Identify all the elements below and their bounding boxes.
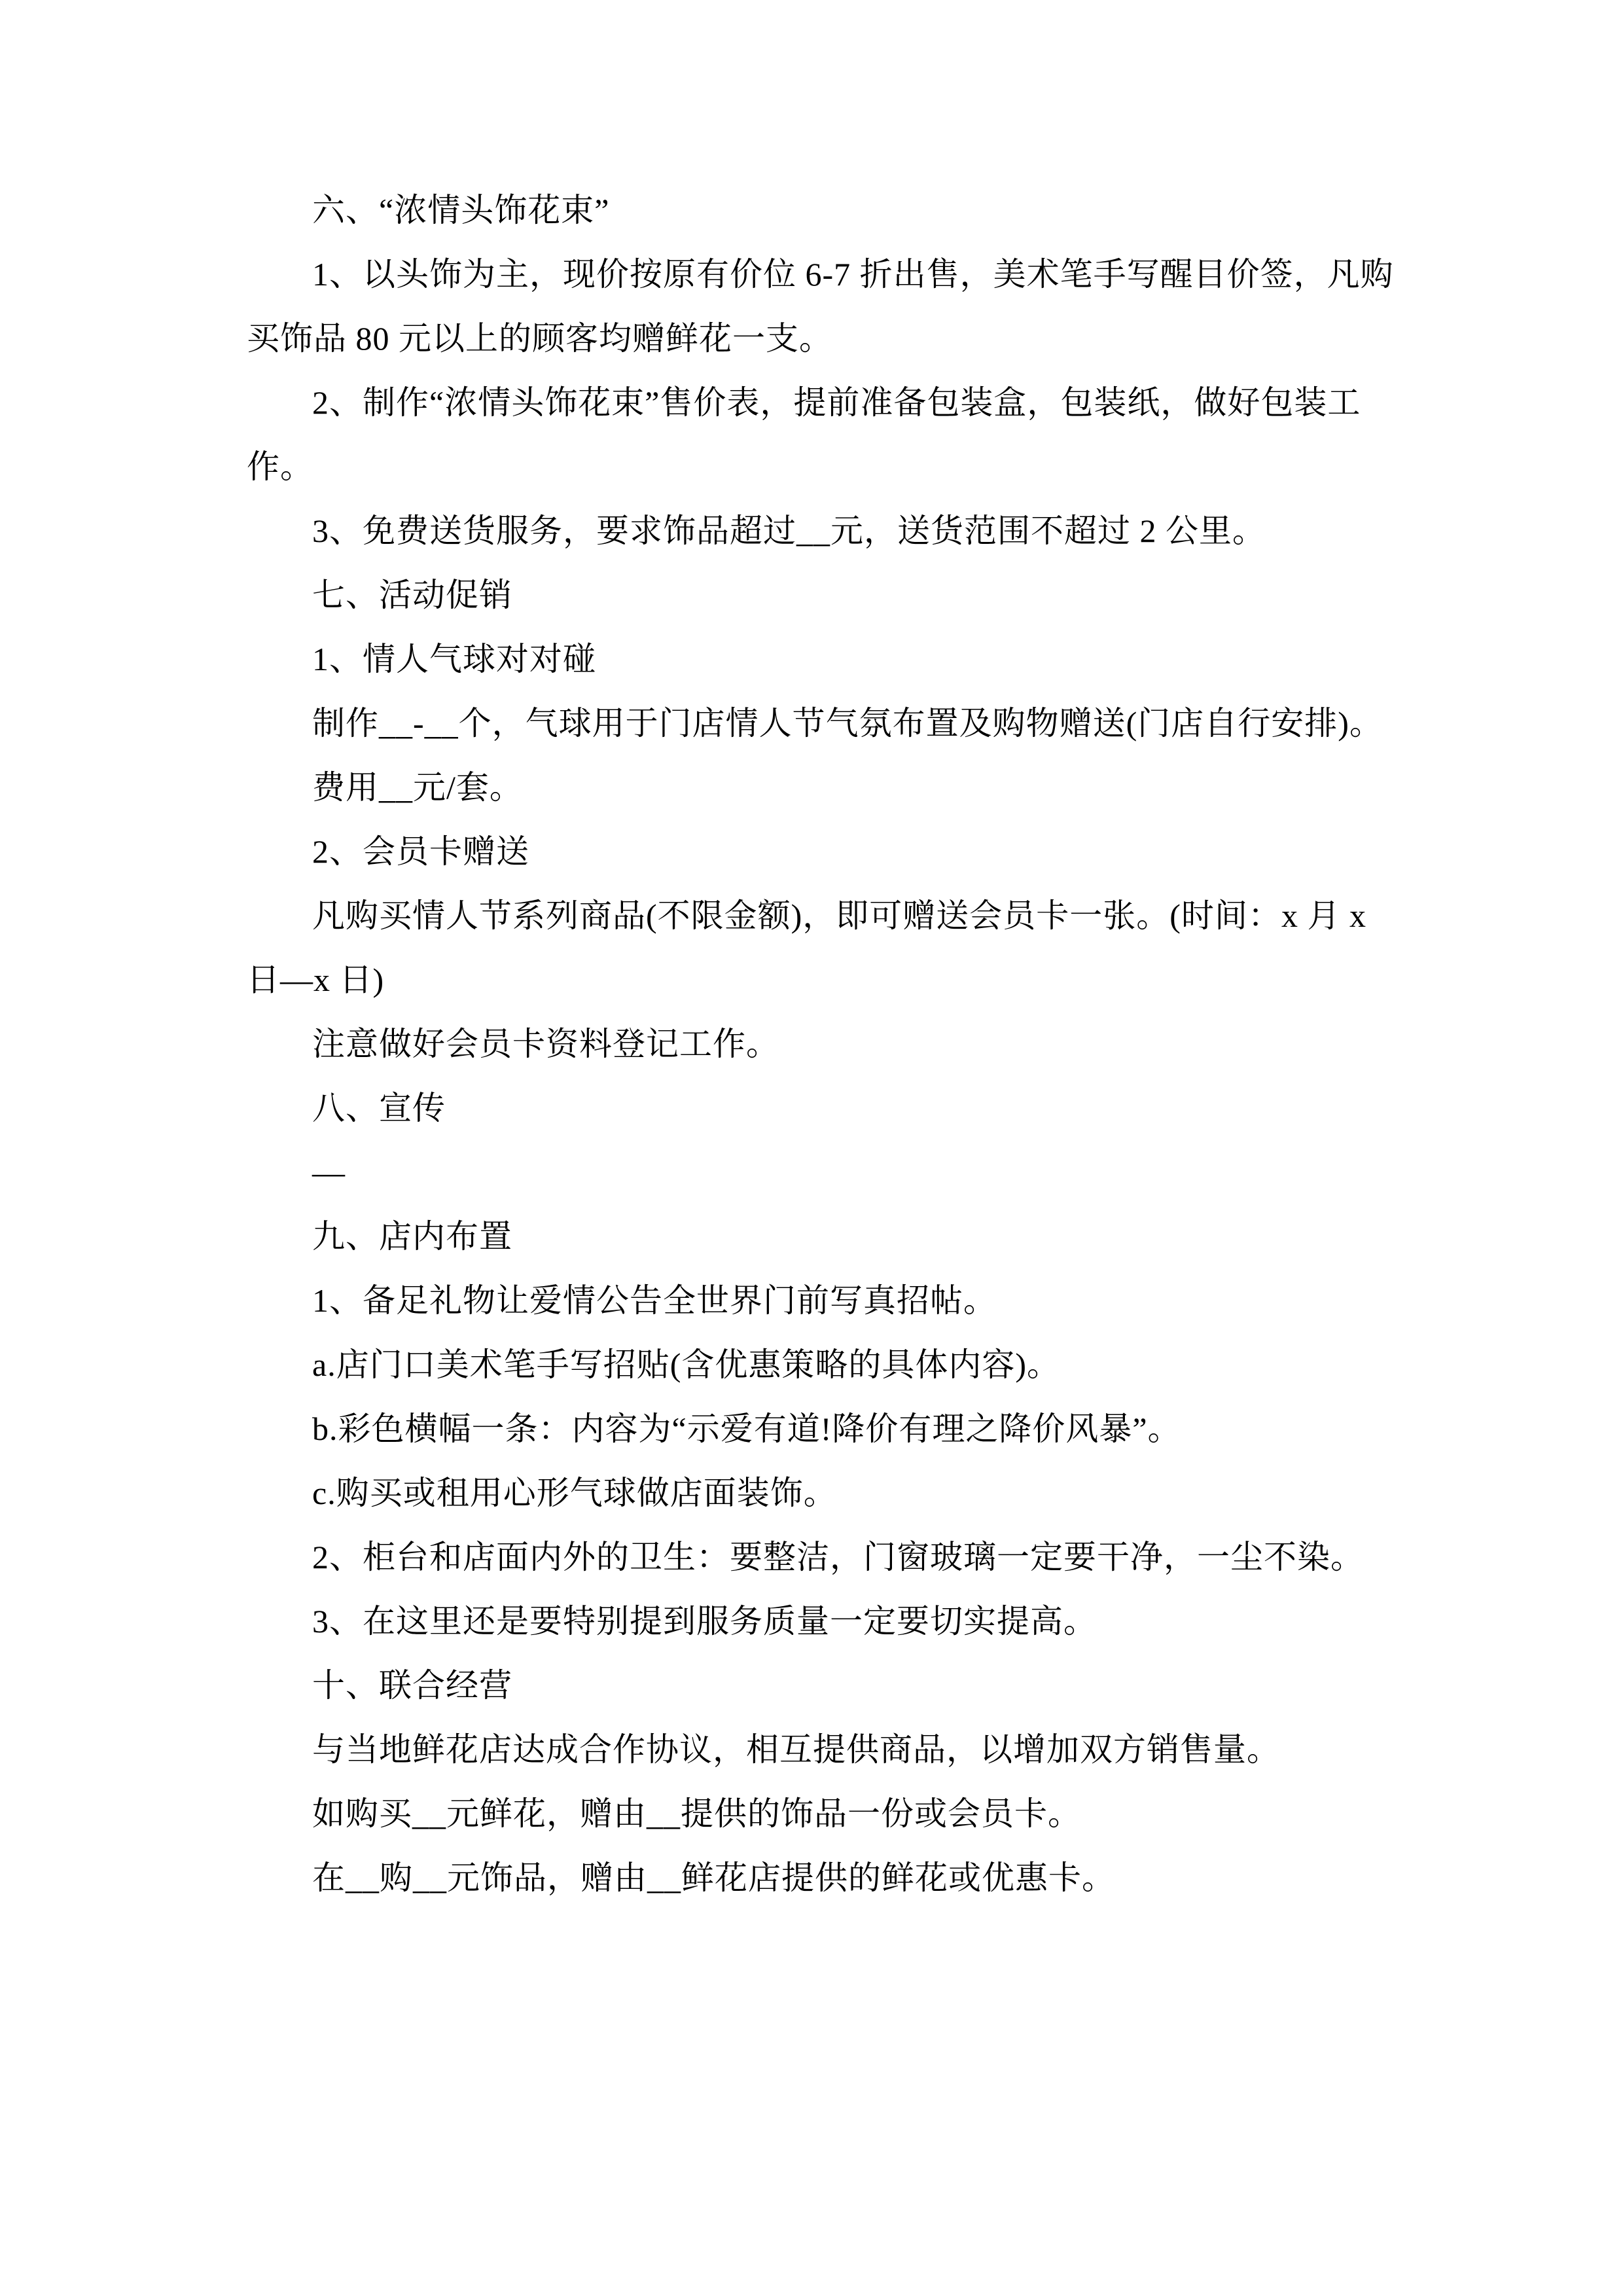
text-line: 1、情人气球对对碰 — [312, 641, 596, 677]
text-line: a.店门口美术笔手写招贴(含优惠策略的具体内容)。 — [312, 1346, 1060, 1383]
text-line: 注意做好会员卡资料登记工作。 — [312, 1026, 779, 1062]
text-line: 3、免费送货服务，要求饰品超过__元，送货范围不超过 2 公里。 — [312, 512, 1266, 549]
text-line: b.彩色横幅一条：内容为“示爱有道!降价有理之降价风暴”。 — [312, 1410, 1181, 1447]
text-line: c.购买或租用心形气球做店面装饰。 — [312, 1475, 837, 1511]
section-heading: 八、宣传 — [312, 1090, 446, 1126]
text-line: 费用__元/套。 — [312, 769, 523, 806]
section-heading: 十、联合经营 — [312, 1667, 512, 1704]
text-line: 作。 — [247, 448, 313, 485]
text-line: 买饰品 80 元以上的顾客均赠鲜花一支。 — [247, 320, 832, 357]
text-line: 2、柜台和店面内外的卫生：要整洁，门窗玻璃一定要干净，一尘不染。 — [312, 1539, 1364, 1575]
section-heading: 九、店内布置 — [312, 1218, 512, 1255]
document-text-block — [247, 178, 1400, 1910]
blank-dash-line: — — [312, 1154, 346, 1191]
section-heading: 六、“浓情头饰花束” — [312, 192, 610, 228]
section-heading: 七、活动促销 — [312, 577, 512, 613]
text-line: 与当地鲜花店达成合作协议，相互提供商品，以增加双方销售量。 — [312, 1731, 1280, 1768]
text-line: 凡购买情人节系列商品(不限金额)，即可赠送会员卡一张。(时间：x 月 x — [312, 897, 1366, 934]
text-line: 日—x 日) — [247, 961, 385, 998]
text-line: 2、会员卡赠送 — [312, 833, 529, 870]
text-line: 制作__-__个，气球用于门店情人节气氛布置及购物赠送(门店自行安排)。 — [312, 705, 1383, 742]
text-line: 1、以头饰为主，现价按原有价位 6-7 折出售，美术笔手写醒目价签，凡购 — [312, 256, 1394, 293]
text-line: 2、制作“浓情头饰花束”售价表，提前准备包装盒，包装纸，做好包装工 — [312, 384, 1361, 421]
text-line: 在__购__元饰品，赠由__鲜花店提供的鲜花或优惠卡。 — [312, 1859, 1115, 1896]
text-line: 1、备足礼物让爱情公告全世界门前写真招帖。 — [312, 1282, 997, 1319]
text-line: 3、在这里还是要特别提到服务质量一定要切实提高。 — [312, 1603, 1097, 1640]
text-line: 如购买__元鲜花，赠由__提供的饰品一份或会员卡。 — [312, 1795, 1081, 1832]
